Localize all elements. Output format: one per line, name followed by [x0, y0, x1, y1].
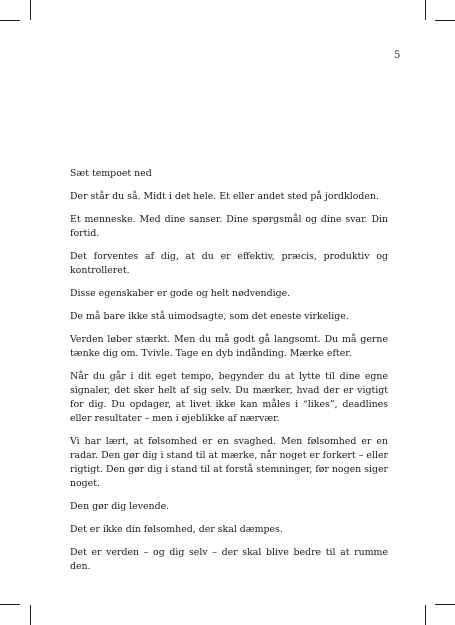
crop-mark: [435, 20, 455, 21]
crop-mark: [0, 20, 20, 21]
text-block: [70, 167, 388, 583]
paragraph: Det forventes af dig, at du er effektiv, præcis, produktiv og kontrolleret.: [70, 251, 388, 276]
page-number: 5: [394, 50, 401, 61]
paragraph: Der står du så. Midt i det hele. Et eller andet sted på jordkloden.: [70, 191, 379, 202]
paragraph: Når du går i dit eget tempo, begynder du at lytte til dine egne signaler, det sker helt af sig selv. Du mærker, hvad der er vigtigt for dig. Du opdager, at livet ikke kan måles i “likes”, deadlines eller resultater – men i øjeblikke af nærvær.: [70, 371, 388, 424]
paragraph: De må bare ikke stå uimodsagte, som det eneste virkelige.: [70, 311, 349, 322]
paragraph: Den gør dig levende.: [70, 501, 170, 512]
crop-mark: [435, 604, 455, 605]
paragraph: Vi har lært, at følsomhed er en svaghed. Men følsomhed er en radar. Den gør dig i stand til at mærke, når noget er forkert – eller rigtigt. Den gør dig i stand til at forstå stemninger, før nogen siger noget.: [70, 436, 388, 489]
crop-mark: [0, 604, 20, 605]
crop-mark: [425, 605, 426, 625]
crop-mark: [30, 0, 31, 20]
paragraph: Det er verden – og dig selv – der skal blive bedre til at rumme den.: [70, 547, 388, 572]
paragraph: Det er ikke din følsomhed, der skal dæmpes.: [70, 524, 283, 535]
paragraph: Disse egenskaber er gode og helt nødvendige.: [70, 288, 291, 299]
section-heading: Sæt tempoet ned: [70, 168, 152, 179]
paragraph: Verden løber stærkt. Men du må godt gå langsomt. Du må gerne tænke dig om. Tvivle. Tage en dyb indånding. Mærke efter.: [70, 334, 388, 359]
crop-mark: [425, 0, 426, 20]
paragraph: Et menneske. Med dine sanser. Dine spørgsmål og dine svar. Din fortid.: [70, 214, 388, 239]
crop-mark: [30, 605, 31, 625]
